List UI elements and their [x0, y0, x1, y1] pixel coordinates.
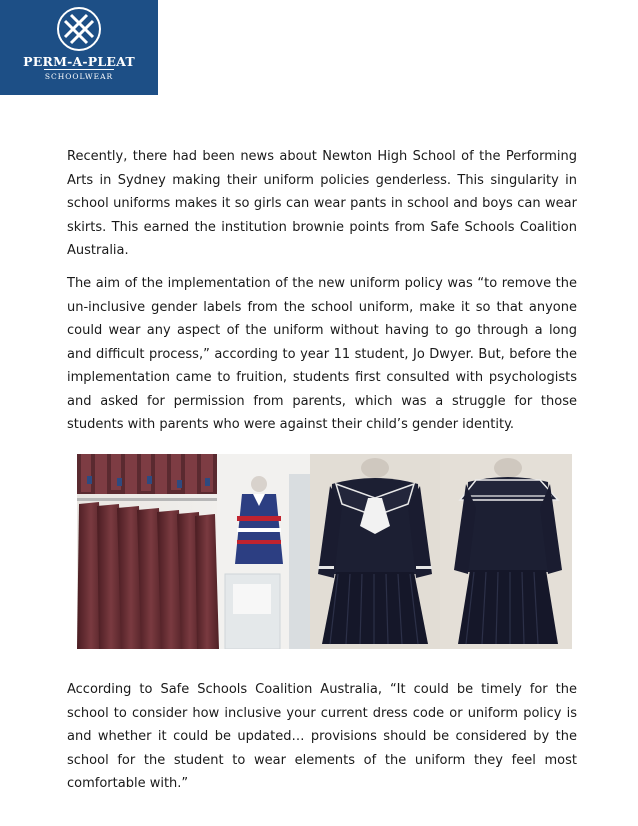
lattice-globe-icon	[56, 6, 102, 52]
paragraph-intro: Recently, there had been news about Newton High School of the Performing Arts in Sydney making their uniform policies genderless. This singularity in school uniforms makes it so girls can wear pants in school and boys can wear skirts. This earned the institution brownie points from Safe Schools Coalition Australia.	[67, 149, 577, 258]
brand-subtitle: SCHOOLWEAR	[44, 72, 114, 81]
paragraph-policy-aim: The aim of the implementation of the new uniform policy was “to remove the un-inclusive gender labels from the school uniform, make it so that anyone could wear any aspect of the uniform without having to go through a long and difficult process,” according to year 11 student, Jo Dwyer. But, before the implementation came to fruition, students first consulted with psychologists and asked for permission from parents, which was a struggle for those students with parents who were against their child’s gender identity.	[67, 276, 577, 432]
brand-logo	[0, 0, 158, 95]
uniform-store-photo	[77, 454, 310, 649]
sailor-uniform-back-photo	[440, 454, 572, 649]
brand-divider	[44, 69, 114, 70]
paragraph-safe-schools-quote: According to Safe Schools Coalition Australia, “It could be timely for the school to consider how inclusive your current dress code or uniform policy is and whether it could be updated… provisions should be considered by the school for the student to wear elements of the uniform they feel most comfortable with.”	[67, 682, 577, 791]
sailor-uniform-front-photo	[310, 454, 440, 649]
brand-name: PERM-A-PLEAT	[23, 54, 135, 69]
